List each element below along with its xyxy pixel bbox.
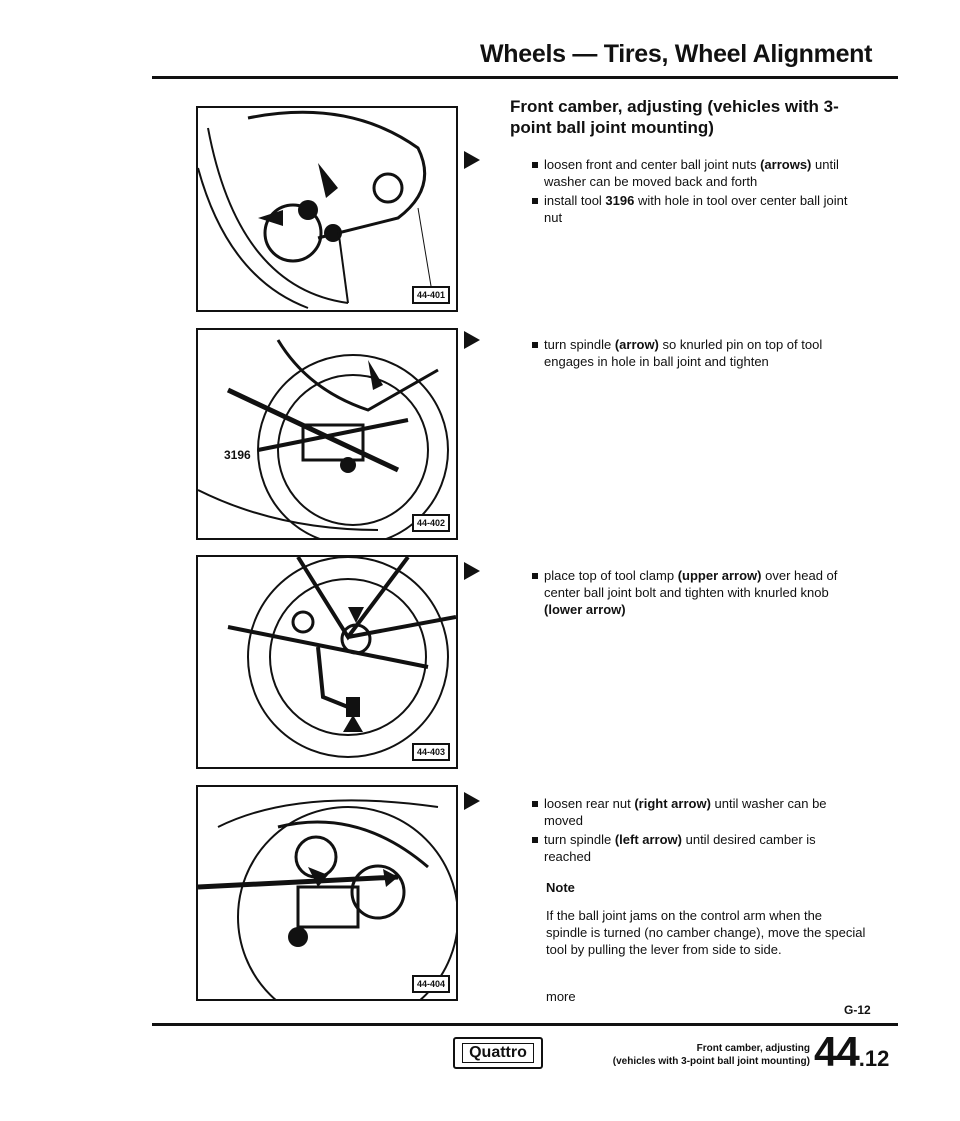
page-number-sub: .12: [858, 1046, 890, 1071]
section-title: Front camber, adjusting (vehicles with 3-point ball joint mounting): [510, 97, 839, 137]
step-4-marker-icon: [464, 792, 480, 810]
figure-1-label: 44-401: [412, 286, 450, 304]
figure-1-illustration: [198, 108, 456, 310]
more-label: more: [546, 989, 576, 1004]
page-number-main: 44: [814, 1028, 859, 1075]
model-badge-label: Quattro: [462, 1043, 534, 1063]
figure-4-illustration: [198, 787, 456, 999]
figure-4-label: 44-404: [412, 975, 450, 993]
header-rule: [152, 76, 898, 79]
list-item: turn spindle (arrow) so knurled pin on top of tool engages in hole in ball joint and tighten: [532, 336, 862, 370]
footer-rule: [152, 1023, 898, 1026]
figure-3-illustration: [198, 557, 456, 767]
figure-3-label: 44-403: [412, 743, 450, 761]
figure-2-label: 44-402: [412, 514, 450, 532]
model-badge: [453, 1037, 543, 1069]
figure-2-tool-callout: 3196: [224, 448, 251, 462]
step-4-list: [532, 795, 862, 867]
footer-caption-line2: (vehicles with 3-point ball joint mounting): [612, 1056, 810, 1067]
note-title: Note: [546, 880, 575, 895]
figure-2: [196, 328, 458, 540]
footer-caption-line1: Front camber, adjusting: [696, 1043, 810, 1054]
figure-1: [196, 106, 458, 312]
step-1-marker-icon: [464, 151, 480, 169]
list-item: place top of tool clamp (upper arrow) over head of center ball joint bolt and tighten with knurled knob (lower arrow): [532, 567, 862, 618]
list-item: loosen front and center ball joint nuts (arrows) until washer can be moved back and forth: [532, 156, 862, 190]
list-item: install tool 3196 with hole in tool over center ball joint nut: [532, 192, 862, 226]
page-header-title: Wheels — Tires, Wheel Alignment: [480, 40, 873, 68]
list-item: turn spindle (left arrow) until desired camber is reached: [532, 831, 862, 865]
list-item: loosen rear nut (right arrow) until washer can be moved: [532, 795, 862, 829]
figure-4: [196, 785, 458, 1001]
step-3-list: [532, 567, 862, 620]
figure-2-illustration: [198, 330, 456, 538]
step-1-list: [532, 156, 862, 228]
footer-caption: [560, 1042, 810, 1068]
page-code: G-12: [844, 1003, 871, 1017]
page-number: [814, 1028, 889, 1076]
figure-3: [196, 555, 458, 769]
note-text: If the ball joint jams on the control arm when the spindle is turned (no camber change), move the special tool by pulling the lever from side to side.: [546, 908, 866, 957]
step-2-marker-icon: [464, 331, 480, 349]
step-3-marker-icon: [464, 562, 480, 580]
step-2-list: [532, 336, 862, 372]
